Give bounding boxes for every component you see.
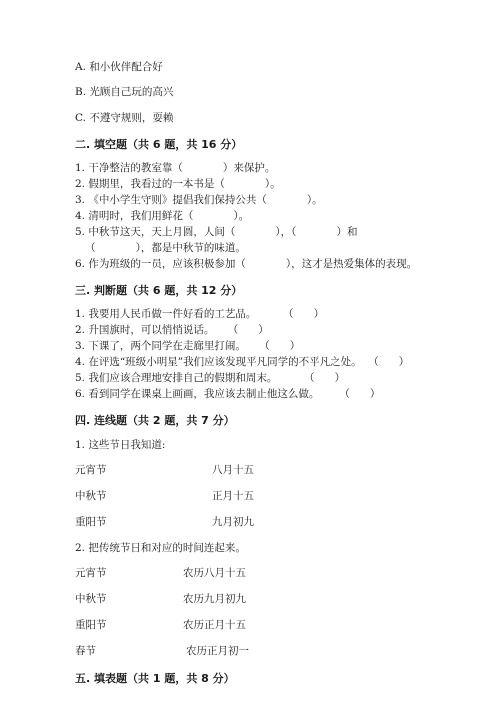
option-c: C. 不遵守规则，耍赖 <box>75 112 174 124</box>
judge-item-3: 3. 下课了，两个同学在走廊里打闹。 （ ） <box>75 340 301 352</box>
judge-item-1: 1. 我要用人民币做一件好看的工艺品。 （ ） <box>75 308 325 320</box>
option-b: B. 光顾自己玩的高兴 <box>75 86 174 98</box>
match-q2-left-3: 重阳节 <box>75 619 107 631</box>
match-q1-right-2: 正月十五 <box>212 490 254 502</box>
judge-item-4: 4. 在评选“班级小明星”我们应该发现平凡同学的不平凡之处。 （ ） <box>75 356 410 368</box>
match-q2-right-2: 农历九月初九 <box>183 593 246 605</box>
option-a: A. 和小伙伴配合好 <box>75 61 163 73</box>
match-q2-prompt: 2. 把传统节日和对应的时间连起来。 <box>75 542 246 554</box>
fill-item-1: 1. 干净整洁的教室靠（ ）来保护。 <box>75 162 276 174</box>
judge-item-2: 2. 升国旗时，可以悄悄说话。 （ ） <box>75 324 269 336</box>
match-q2-left-2: 中秋节 <box>75 593 107 605</box>
match-q2-left-4: 春节 <box>75 645 96 657</box>
match-q2-right-1: 农历八月十五 <box>183 567 246 579</box>
match-q1-prompt: 1. 这些节日我知道: <box>75 439 166 451</box>
section4-heading: 四. 连线题（共 2 题，共 7 分） <box>75 414 235 427</box>
section3-heading: 三. 判断题（共 6 题，共 12 分） <box>75 284 243 297</box>
fill-item-5: 5. 中秋节这天，天上月圆，人间（ ），（ ）和 <box>75 226 358 238</box>
match-q1-left-2: 中秋节 <box>75 490 107 502</box>
section5-heading: 五. 填表题（共 1 题，共 8 分） <box>75 672 235 685</box>
judge-item-5: 5. 我们应该合理地安排自己的假期和周末。 （ ） <box>75 372 346 384</box>
match-q2-left-1: 元宵节 <box>75 567 107 579</box>
match-q1-left-1: 元宵节 <box>75 464 107 476</box>
fill-item-3: 3. 《中小学生守则》提倡我们保持公共（ ）。 <box>75 194 323 206</box>
match-q1-left-3: 重阳节 <box>75 516 107 528</box>
fill-item-5-cont: （ ），都是中秋节的味道。 <box>75 242 246 254</box>
match-q2-right-3: 农历正月十五 <box>183 619 246 631</box>
fill-item-2: 2. 假期里，我看过的一本书是（ ）。 <box>75 178 281 190</box>
fill-item-6: 6. 作为班级的一员，应该积极参加（ ），这才是热爱集体的表现。 <box>75 258 418 270</box>
match-q2-right-4: 农历正月初一 <box>186 645 249 657</box>
match-q1-right-3: 九月初九 <box>212 516 254 528</box>
fill-item-4: 4. 清明时，我们用鲜花（ ）。 <box>75 210 250 222</box>
judge-item-6: 6. 看到同学在课桌上画画，我应该去制止他这么做。 （ ） <box>75 388 381 400</box>
match-q1-right-1: 八月十五 <box>212 464 254 476</box>
section2-heading: 二. 填空题（共 6 题，共 16 分） <box>75 138 243 151</box>
